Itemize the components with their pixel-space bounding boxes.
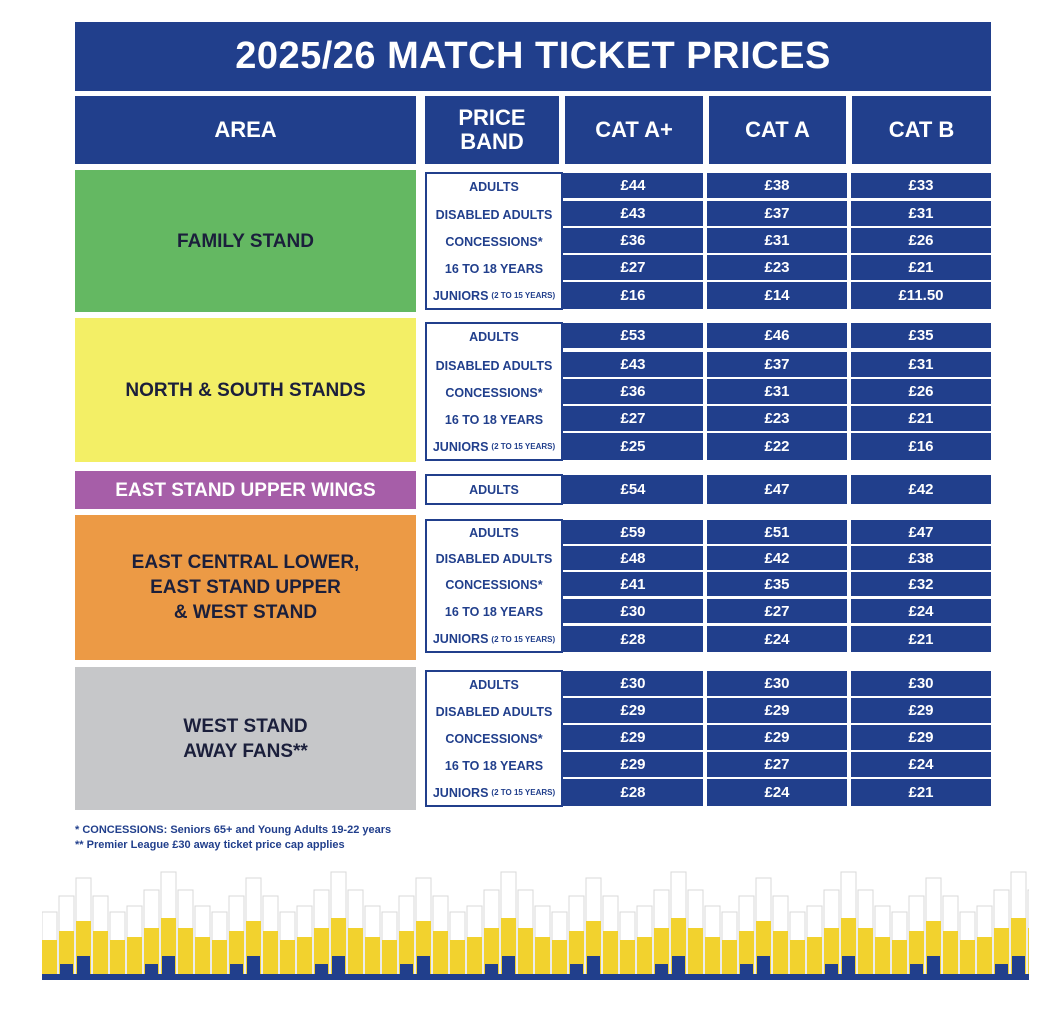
price-band-label [425,626,563,652]
area-3: EAST STAND UPPER WINGS [75,471,416,509]
seat-fill [263,931,278,974]
price-row [425,626,991,652]
price-cat-b: £21 [851,255,991,282]
seat-accent [77,956,90,974]
price-band-label [425,475,563,504]
seat-fill [637,937,652,974]
price-band-text: 16 TO 18 YEARS [444,412,544,427]
price-cat-a-plus: £28 [563,626,703,652]
price-band-text: CONCESSIONS* [445,731,543,746]
price-cat-b: £38 [851,546,991,572]
price-cat-b: £31 [851,352,991,379]
price-band-label [425,282,563,309]
price-row [425,228,991,255]
price-cat-a-plus: £43 [563,352,703,379]
price-cat-a: £42 [707,546,847,572]
price-row [425,282,991,309]
price-band-text: JUNIORS [432,632,489,646]
price-cat-b: £11.50 [851,282,991,309]
seat-accent [332,956,345,974]
seat-accent [740,964,753,974]
price-cat-a: £47 [707,475,847,504]
seat-accent [757,956,770,974]
price-cat-b: £30 [851,671,991,698]
seat-accent [315,964,328,974]
price-cat-b: £32 [851,572,991,598]
seat-fill [960,940,975,974]
price-band-label [425,752,563,779]
price-cat-a: £29 [707,725,847,752]
price-cat-a-plus: £41 [563,572,703,598]
price-band-text: CONCESSIONS* [445,578,543,592]
price-cat-b: £21 [851,779,991,806]
price-band-label [425,572,563,598]
price-band-text: ADULTS [469,526,519,540]
price-cat-a-plus: £16 [563,282,703,309]
price-band-text: CONCESSIONS* [445,385,543,400]
seat-fill [790,940,805,974]
price-band-text: JUNIORS [432,785,489,800]
header-area: AREA [75,96,416,164]
seat-fill [603,931,618,974]
price-band-text: DISABLED ADULTS [435,552,553,566]
price-row [425,572,991,598]
price-cat-b: £26 [851,228,991,255]
price-cat-b: £21 [851,406,991,433]
price-row [425,752,991,779]
price-band-label [425,379,563,406]
seat-fill [620,940,635,974]
price-cat-a-plus: £30 [563,599,703,625]
price-band-label [425,352,563,379]
seat-fill [212,940,227,974]
price-band-text: DISABLED ADULTS [435,704,553,719]
price-cat-a: £22 [707,433,847,460]
price-cat-b: £29 [851,725,991,752]
price-cat-a: £27 [707,599,847,625]
price-cat-a-plus: £30 [563,671,703,698]
price-cat-a-plus: £36 [563,228,703,255]
area-1: FAMILY STAND [75,170,416,312]
area-5: WEST STAND AWAY FANS** [75,667,416,810]
price-row [425,779,991,806]
price-band-label [425,698,563,725]
price-cat-a-plus: £54 [563,475,703,504]
seat-accent [502,956,515,974]
price-cat-a-plus: £27 [563,255,703,282]
price-band-label [425,520,563,546]
price-band-subtext: (2 TO 15 YEARS) [491,291,556,300]
price-band-label [425,323,563,350]
price-band-text: CONCESSIONS* [445,234,543,249]
price-cat-a-plus: £44 [563,173,703,200]
seating-base [42,974,1029,980]
seat-accent [910,964,923,974]
price-band-label [425,173,563,200]
seat-fill [892,940,907,974]
seat-fill [943,931,958,974]
price-cat-a-plus: £53 [563,323,703,350]
price-band-label [425,725,563,752]
price-band-text: ADULTS [469,482,519,497]
price-row [425,546,991,572]
price-row [425,379,991,406]
header-cat-a: CAT A [709,96,846,164]
price-cat-a: £46 [707,323,847,350]
price-band-text: DISABLED ADULTS [435,207,553,222]
footnote-concessions: * CONCESSIONS: Seniors 65+ and Young Adults 19-22 years [75,824,392,836]
stadium-seating-graphic [42,868,1029,980]
seat-accent [1012,956,1025,974]
price-band-label [425,671,563,698]
seat-accent [230,964,243,974]
price-cat-b: £33 [851,173,991,200]
seat-fill [93,931,108,974]
price-cat-a-plus: £29 [563,698,703,725]
price-cat-b: £35 [851,323,991,350]
seat-fill [858,928,873,974]
price-band-label [425,599,563,625]
price-row [425,406,991,433]
seat-accent [400,964,413,974]
seat-fill [705,937,720,974]
seat-fill [450,940,465,974]
seat-accent [145,964,158,974]
seat-fill [807,937,822,974]
seat-accent [825,964,838,974]
page-title: 2025/26 MATCH TICKET PRICES [75,22,991,91]
seat-fill [127,937,142,974]
header-price-band: PRICE BAND [425,96,559,164]
seat-fill [518,928,533,974]
seat-fill [365,937,380,974]
price-cat-a: £14 [707,282,847,309]
seat-fill [1028,928,1029,974]
price-cat-a: £51 [707,520,847,546]
price-band-text: ADULTS [469,179,519,194]
price-cat-a-plus: £36 [563,379,703,406]
seat-accent [587,956,600,974]
seat-accent [485,964,498,974]
seat-fill [773,931,788,974]
price-cat-a: £31 [707,379,847,406]
price-cat-a-plus: £48 [563,546,703,572]
price-cat-a: £31 [707,228,847,255]
price-row [425,475,991,504]
price-band-subtext: (2 TO 15 YEARS) [491,634,556,644]
price-cat-a-plus: £27 [563,406,703,433]
price-band-label [425,433,563,460]
seat-fill [433,931,448,974]
seat-fill [280,940,295,974]
price-cat-a: £27 [707,752,847,779]
price-row [425,433,991,460]
seat-fill [178,928,193,974]
price-band-label [425,779,563,806]
price-row [425,255,991,282]
price-cat-a: £30 [707,671,847,698]
seat-accent [655,964,668,974]
price-band-text: 16 TO 18 YEARS [444,261,544,276]
price-cat-b: £26 [851,379,991,406]
price-cat-a: £37 [707,352,847,379]
price-cat-b: £24 [851,752,991,779]
price-cat-b: £31 [851,201,991,228]
price-band-text: 16 TO 18 YEARS [444,758,544,773]
seat-fill [977,937,992,974]
price-row [425,671,991,698]
price-band-subtext: (2 TO 15 YEARS) [491,788,556,797]
price-cat-a: £23 [707,255,847,282]
price-cat-a: £38 [707,173,847,200]
seat-accent [995,964,1008,974]
price-row [425,698,991,725]
price-cat-b: £24 [851,599,991,625]
price-cat-a-plus: £43 [563,201,703,228]
price-band-label [425,406,563,433]
price-band-text: JUNIORS [432,288,489,303]
price-cat-a-plus: £28 [563,779,703,806]
price-band-text: ADULTS [469,677,519,692]
price-cat-a: £24 [707,626,847,652]
price-row [425,352,991,379]
price-cat-a-plus: £59 [563,520,703,546]
seat-fill [382,940,397,974]
seat-accent [417,956,430,974]
price-cat-a: £35 [707,572,847,598]
seat-fill [722,940,737,974]
area-4: EAST CENTRAL LOWER, EAST STAND UPPER & WEST STAND [75,515,416,660]
price-cat-b: £21 [851,626,991,652]
seat-fill [110,940,125,974]
price-cat-a-plus: £29 [563,725,703,752]
seat-fill [195,937,210,974]
area-2: NORTH & SOUTH STANDS [75,318,416,462]
price-cat-a: £23 [707,406,847,433]
seat-fill [348,928,363,974]
price-band-text: JUNIORS [432,439,489,454]
price-cat-a: £29 [707,698,847,725]
seat-accent [60,964,73,974]
seat-fill [535,937,550,974]
price-cat-a-plus: £25 [563,433,703,460]
price-cat-a-plus: £29 [563,752,703,779]
price-band-subtext: (2 TO 15 YEARS) [491,442,556,451]
price-row [425,323,991,350]
price-band-text: 16 TO 18 YEARS [444,605,544,619]
price-band-label [425,228,563,255]
price-cat-b: £47 [851,520,991,546]
price-band-text: DISABLED ADULTS [435,358,553,373]
price-cat-a: £24 [707,779,847,806]
seat-accent [842,956,855,974]
header-cat-a-plus: CAT A+ [565,96,703,164]
price-band-text: ADULTS [469,329,519,344]
price-cat-b: £16 [851,433,991,460]
seat-fill [42,940,57,974]
seat-accent [570,964,583,974]
footnotes [75,823,391,853]
seat-accent [162,956,175,974]
seat-accent [247,956,260,974]
seat-fill [552,940,567,974]
seat-fill [875,937,890,974]
price-band-label [425,255,563,282]
price-cat-b: £42 [851,475,991,504]
price-cat-b: £29 [851,698,991,725]
price-row [425,173,991,200]
seat-accent [927,956,940,974]
price-cat-a: £37 [707,201,847,228]
seat-accent [672,956,685,974]
header-cat-b: CAT B [852,96,991,164]
price-row [425,520,991,546]
price-row [425,201,991,228]
seat-fill [688,928,703,974]
price-row [425,599,991,625]
price-band-label [425,201,563,228]
seat-fill [297,937,312,974]
price-row [425,725,991,752]
footnote-away-cap: ** Premier League £30 away ticket price cap applies [75,839,345,851]
seat-fill [467,937,482,974]
price-band-label [425,546,563,572]
